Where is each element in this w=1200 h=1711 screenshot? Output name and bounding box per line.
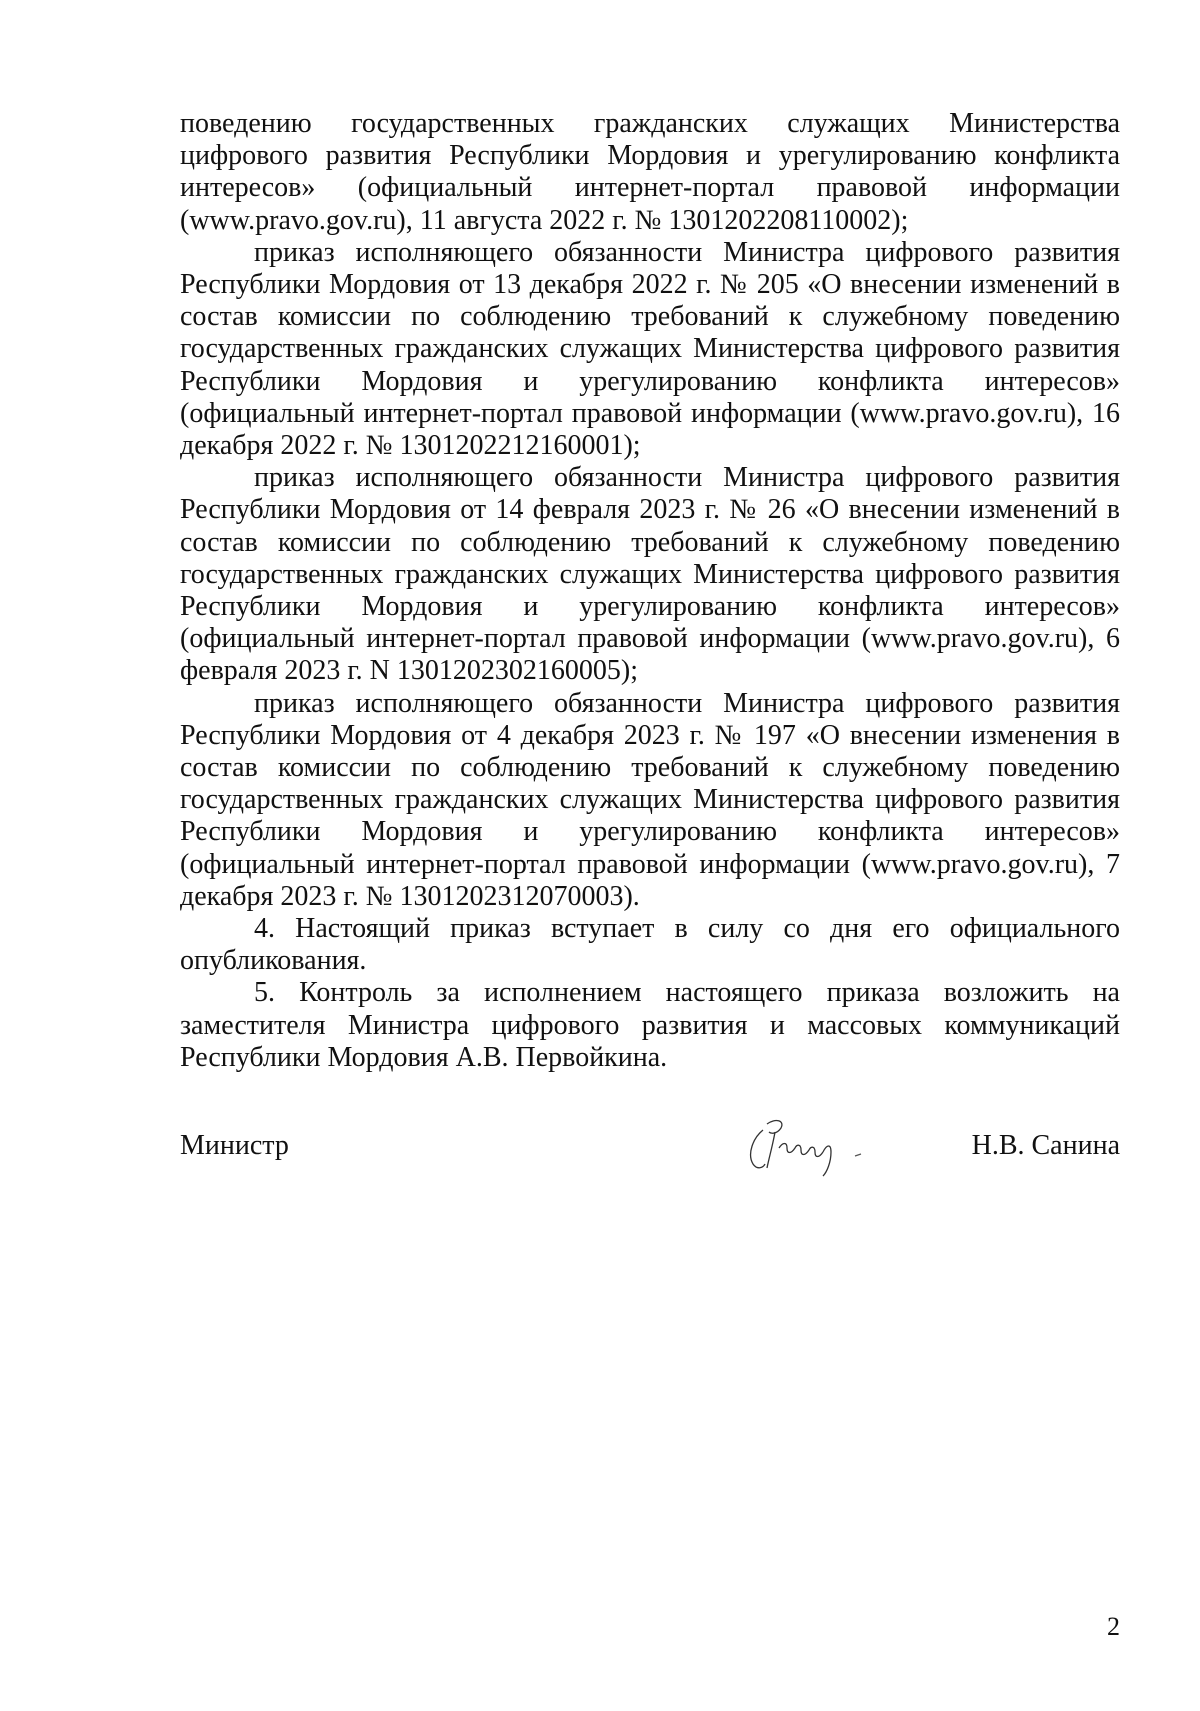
page-number: 2 [1107,1612,1120,1641]
handwritten-signature [745,1112,890,1178]
paragraph-continuation: поведению государственных гражданских служащих Министерства цифрового развития Республики Мордовия и урегулированию конфликта интересов» (официальный интернет-портал правовой информации (www.pravo.gov.ru), 11 августа 2022 г. № 1301202208110002); [180,108,1120,236]
signatory-name: Н.В. Санина [971,1130,1120,1161]
paragraph-order-205: приказ исполняющего обязанности Министра цифрового развития Республики Мордовия от 13 декабря 2022 г. № 205 «О внесении изменений в состав комиссии по соблюдению требований к служебному поведению государственных гражданских служащих Министерства цифрового развития Республики Мордовия и урегулированию конфликта интересов» (официальный интернет-портал правовой информации (www.pravo.gov.ru), 16 декабря 2022 г. № 1301202212160001); [180,236,1120,462]
paragraph-order-197: приказ исполняющего обязанности Министра цифрового развития Республики Мордовия от 4 декабря 2023 г. № 197 «О внесении изменения в состав комиссии по соблюдению требований к служебному поведению государственных гражданских служащих Министерства цифрового развития Республики Мордовия и урегулированию конфликта интересов» (официальный интернет-портал правовой информации (www.pravo.gov.ru), 7 декабря 2023 г. № 1301202312070003). [180,687,1120,912]
signatory-title: Министр [180,1130,289,1161]
paragraph-order-26: приказ исполняющего обязанности Министра цифрового развития Республики Мордовия от 14 февраля 2023 г. № 26 «О внесении изменений в состав комиссии по соблюдению требований к служебному поведению государственных гражданских служащих Министерства цифрового развития Республики Мордовия и урегулированию конфликта интересов» (официальный интернет-портал правовой информации (www.pravo.gov.ru), 6 февраля 2023 г. N 1301202302160005); [180,462,1120,687]
paragraph-item-4: 4. Настоящий приказ вступает в силу со дня его официального опубликования. [180,913,1120,977]
paragraph-item-5: 5. Контроль за исполнением настоящего приказа возложить на заместителя Министра цифрового развития и массовых коммуникаций Республики Мордовия А.В. Первойкина. [180,977,1120,1073]
document-body [180,108,1120,1074]
